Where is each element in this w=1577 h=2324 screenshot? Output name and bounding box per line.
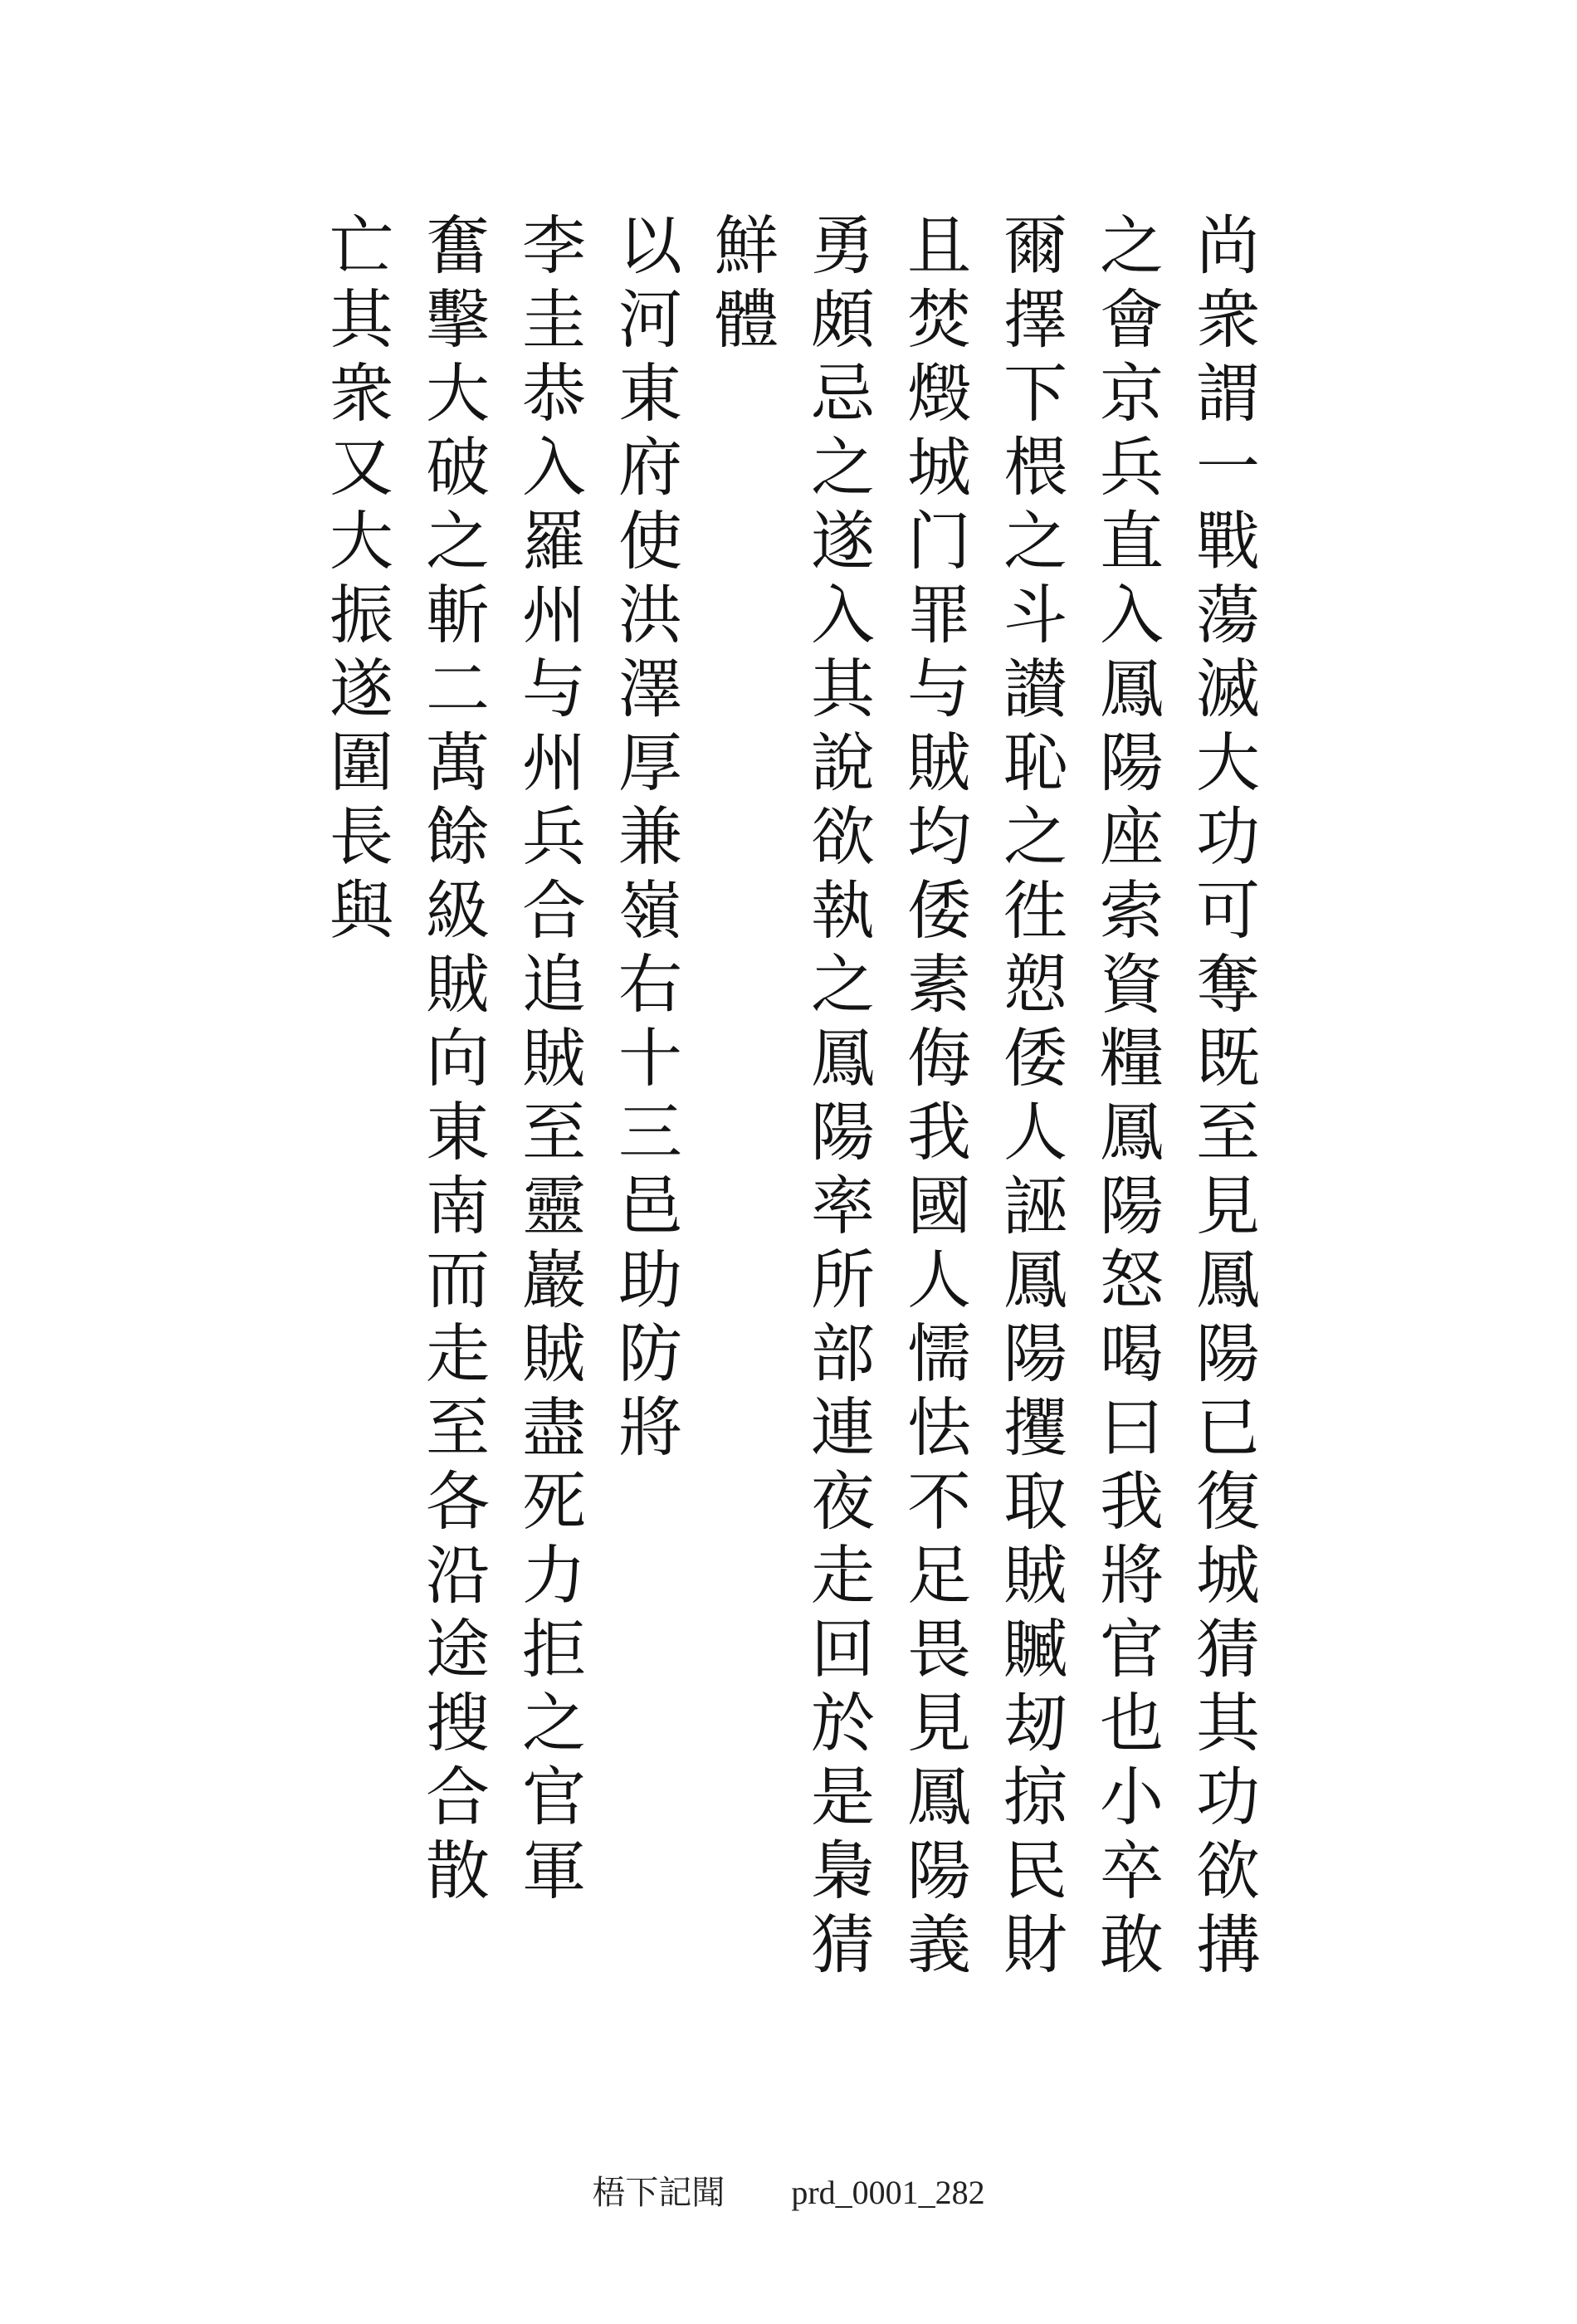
vertical-text-body [319, 212, 1270, 1985]
text-column-2: 之會京兵直入鳳陽座索資糧鳳陽怒喝曰我將官也小卒敢 [1089, 212, 1163, 1985]
text-column-8: 李圭恭入羅州与州兵合追賊至靈巖賊盡死力拒之官軍 [511, 212, 585, 1911]
page-footer [0, 2166, 1577, 2214]
text-column-9: 奮擊大破之斬二萬餘級賊向東南而走至各沿途搜合散 [415, 212, 489, 1911]
text-column-4: 且焚燬城门罪与賊均倭素侮我國人懦怯不足畏見鳳陽義 [896, 212, 970, 1985]
text-column-1: 尚衆謂一戰蕩滅大功可奪既至見鳳陽已復城猜其功欲搆 [1185, 212, 1259, 1985]
text-column-7: 以河東府使洪澤厚兼嶺右十三邑助防將 [608, 212, 681, 1467]
footer-page-id: prd_0001_282 [791, 2174, 985, 2211]
text-column-5: 勇頗忌之遂入其說欲執之鳳陽率所部連夜走回於是梟猜 [800, 212, 874, 1985]
text-column-6: 鮮體 [704, 212, 778, 359]
text-column-3: 爾擇下椳之斗讃恥之徃愬倭人誣鳳陽攫取賊贓刼掠民財 [993, 212, 1067, 1985]
footer-book-title: 梧下記聞 [592, 2174, 725, 2211]
text-column-10: 亡其衆又大振遂圍長與 [319, 212, 393, 950]
